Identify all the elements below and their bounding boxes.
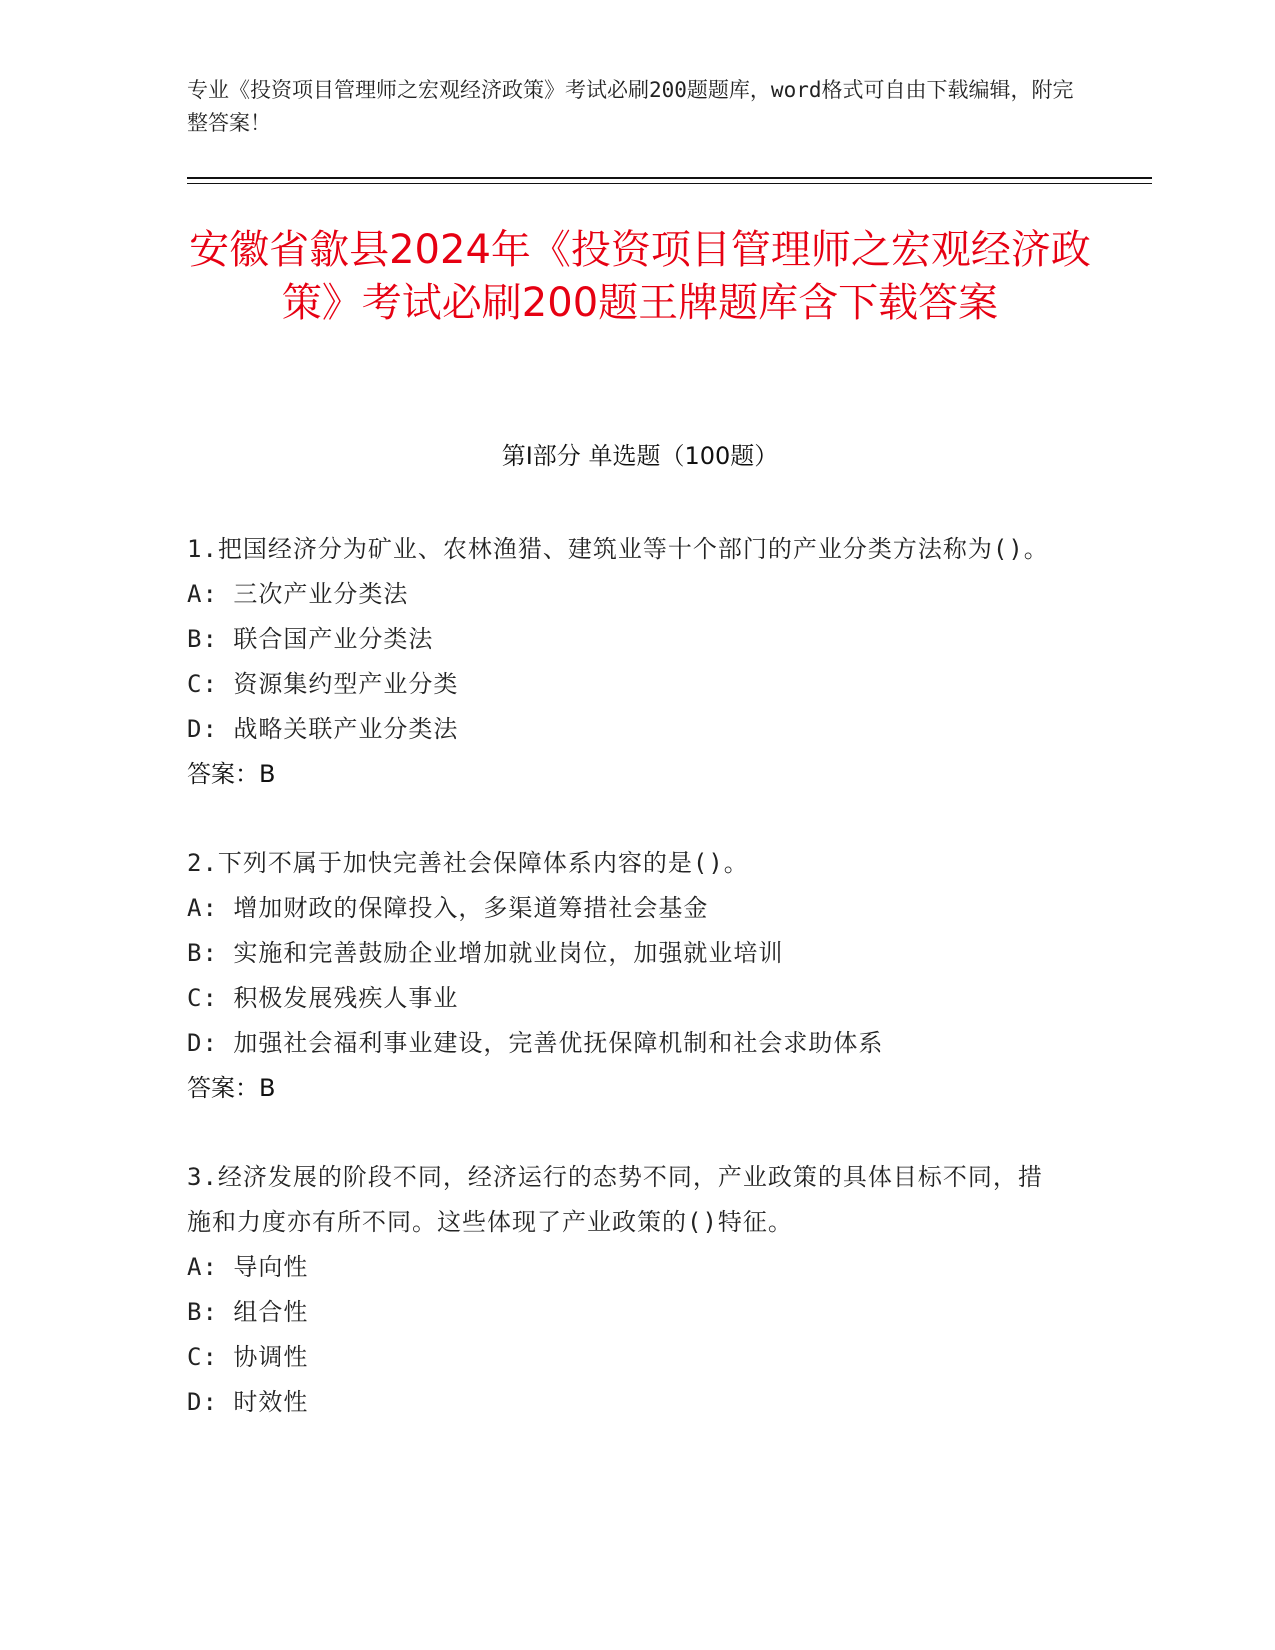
option-c: C: 资源集约型产业分类 bbox=[187, 670, 459, 698]
section-title: 第I部分 单选题（100题） bbox=[501, 442, 779, 470]
question-text: 3.经济发展的阶段不同，经济运行的态势不同，产业政策的具体目标不同，措施和力度亦有所不同。这些体现了产业政策的()特征。 bbox=[187, 1163, 1043, 1236]
option-b: B: 联合国产业分类法 bbox=[187, 625, 434, 653]
header-divider-thick bbox=[187, 177, 1152, 179]
question-item bbox=[187, 841, 1067, 1111]
question-item bbox=[187, 1155, 1067, 1425]
option-d: D: 加强社会福利事业建设，完善优抚保障机制和社会求助体系 bbox=[187, 1029, 884, 1057]
header-divider-thin bbox=[187, 183, 1152, 184]
question-item bbox=[187, 527, 1067, 797]
question-list bbox=[187, 527, 1067, 1469]
answer-label: 答案：B bbox=[187, 1074, 276, 1102]
option-b: B: 组合性 bbox=[187, 1298, 309, 1326]
option-c: C: 积极发展残疾人事业 bbox=[187, 984, 459, 1012]
question-text: 1.把国经济分为矿业、农林渔猎、建筑业等十个部门的产业分类方法称为()。 bbox=[187, 535, 1049, 563]
option-b: B: 实施和完善鼓励企业增加就业岗位，加强就业培训 bbox=[187, 939, 784, 967]
answer-label: 答案：B bbox=[187, 760, 276, 788]
option-d: D: 时效性 bbox=[187, 1388, 309, 1416]
document-title: 安徽省歙县2024年《投资项目管理师之宏观经济政策》考试必刷200题王牌题库含下载答案 bbox=[189, 227, 1091, 326]
option-a: A: 增加财政的保障投入，多渠道筹措社会基金 bbox=[187, 894, 709, 922]
header-note: 专业《投资项目管理师之宏观经济政策》考试必刷200题题库，word格式可自由下载编辑，附完整答案！ bbox=[187, 78, 1074, 135]
option-d: D: 战略关联产业分类法 bbox=[187, 715, 459, 743]
option-a: A: 导向性 bbox=[187, 1253, 309, 1281]
option-c: C: 协调性 bbox=[187, 1343, 309, 1371]
option-a: A: 三次产业分类法 bbox=[187, 580, 409, 608]
question-text: 2.下列不属于加快完善社会保障体系内容的是()。 bbox=[187, 849, 749, 877]
